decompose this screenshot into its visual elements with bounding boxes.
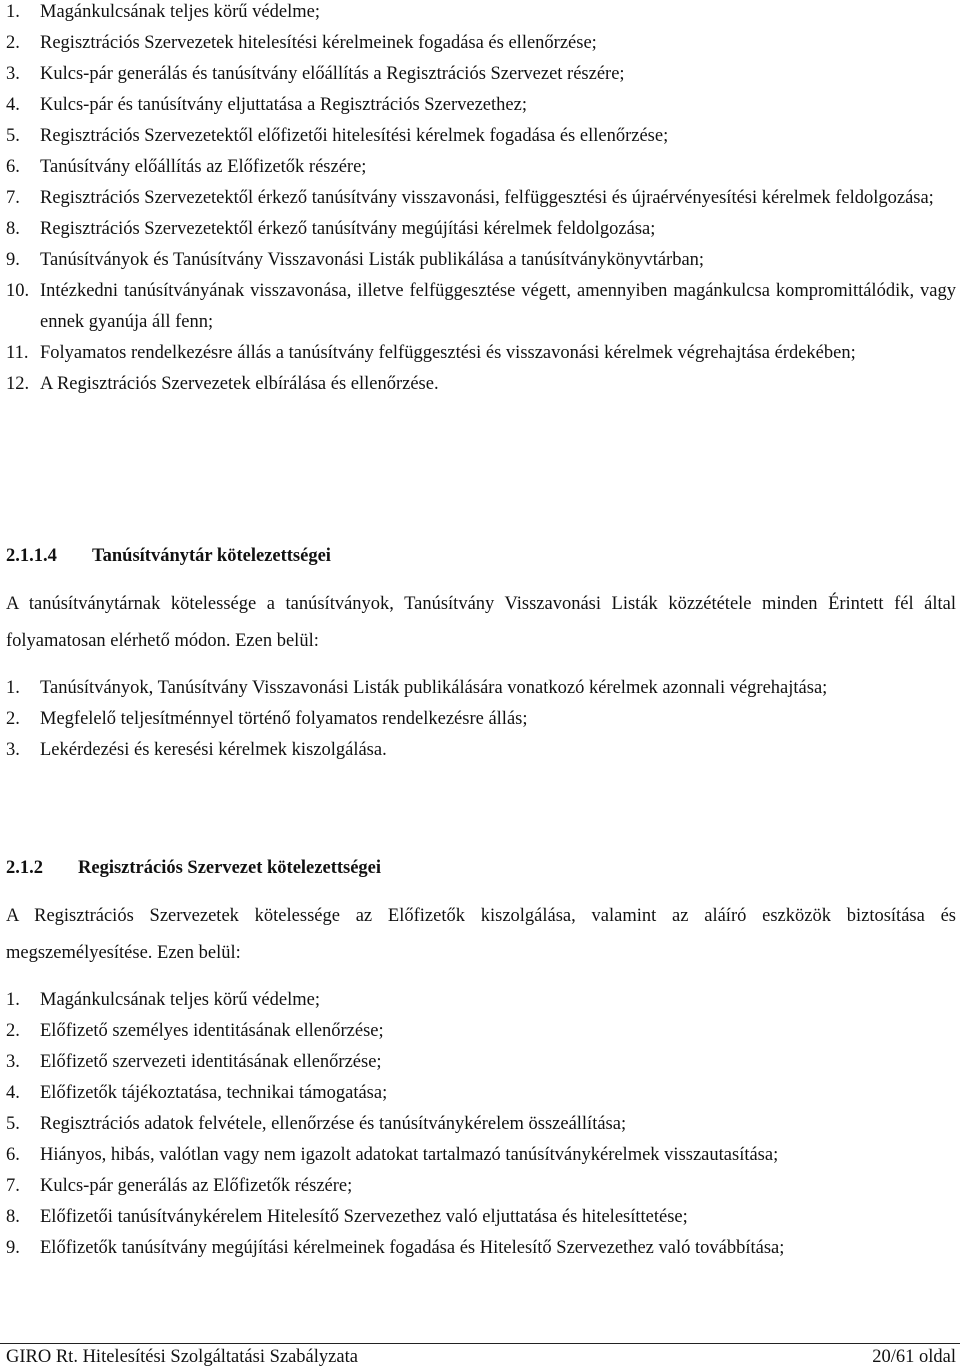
list-item-number: 2. <box>6 709 20 729</box>
section-number: 2.1.2 <box>6 858 43 878</box>
list-item-number: 1. <box>6 990 20 1010</box>
list-item-number: 8. <box>6 1207 20 1227</box>
footer-page-number: 20/61 oldal <box>872 1347 956 1367</box>
list-item-number: 1. <box>6 678 20 698</box>
list-item <box>6 673 956 704</box>
list-item <box>6 985 956 1016</box>
section-heading <box>6 546 331 567</box>
list-item <box>6 90 956 121</box>
list-item <box>6 338 956 369</box>
list-item <box>6 1047 956 1078</box>
list-item-number: 9. <box>6 250 20 270</box>
list-item-text: Megfelelő teljesítménnyel történő folyamatos rendelkezésre állás; <box>40 709 528 729</box>
section-title: Tanúsítványtár kötelezettségei <box>92 546 331 566</box>
list-item-text: Tanúsítványok, Tanúsítvány Visszavonási Listák publikálására vonatkozó kérelmek azonnali végrehajtása; <box>40 678 828 698</box>
list-item <box>6 59 956 90</box>
list-item <box>6 152 956 183</box>
list-item <box>6 1016 956 1047</box>
list-item-number: 7. <box>6 188 20 208</box>
list-item-text: Hiányos, hibás, valótlan vagy nem igazolt adatokat tartalmazó tanúsítványkérelmek visszautasítása; <box>40 1145 779 1165</box>
list-item-number: 3. <box>6 740 20 760</box>
list-item-text: Előfizető személyes identitásának ellenőrzése; <box>40 1021 384 1041</box>
list-item <box>6 1171 956 1202</box>
section-heading <box>6 858 381 879</box>
list-item-number: 4. <box>6 1083 20 1103</box>
list-item <box>6 1233 956 1264</box>
list-item <box>6 1109 956 1140</box>
footer-document-title: GIRO Rt. Hitelesítési Szolgáltatási Szabályzata <box>6 1347 358 1367</box>
obligations-list-2 <box>6 673 956 766</box>
list-item-number: 12. <box>6 374 30 394</box>
list-item-text: Előfizetői tanúsítványkérelem Hitelesítő Szervezethez való eljuttatása és hitelesíttetése; <box>40 1207 688 1227</box>
list-item-number: 7. <box>6 1176 20 1196</box>
list-item <box>6 735 956 766</box>
list-item-text: Előfizetők tanúsítvány megújítási kérelmeinek fogadása és Hitelesítő Szervezethez való továbbítása; <box>40 1238 785 1258</box>
list-item-text: A Regisztrációs Szervezetek elbírálása és ellenőrzése. <box>40 374 439 394</box>
list-item-number: 6. <box>6 1145 20 1165</box>
list-item <box>6 214 956 245</box>
list-item <box>6 1140 956 1171</box>
list-item <box>6 121 956 152</box>
list-item-number: 9. <box>6 1238 20 1258</box>
list-item-text: Intézkedni tanúsítványának visszavonása, illetve felfüggesztése végett, amennyiben magánkulcsa kompromittálódik, vagy ennek gyanúja áll fenn; <box>40 281 956 332</box>
list-item-text: Lekérdezési és keresési kérelmek kiszolgálása. <box>40 740 387 760</box>
list-item <box>6 1078 956 1109</box>
footer-divider <box>0 1343 960 1344</box>
list-item-number: 3. <box>6 1052 20 1072</box>
list-item <box>6 28 956 59</box>
list-item-text: Regisztrációs Szervezetektől előfizetői hitelesítési kérelmek fogadása és ellenőrzése; <box>40 126 669 146</box>
section-paragraph: A tanúsítványtárnak kötelessége a tanúsítványok, Tanúsítvány Visszavonási Listák közzététele minden Érintett fél által folyamatosan elérhető módon. Ezen belül: <box>6 594 956 651</box>
obligations-list-1 <box>6 0 956 400</box>
list-item-text: Kulcs-pár generálás és tanúsítvány előállítás a Regisztrációs Szervezet részére; <box>40 64 625 84</box>
list-item-number: 2. <box>6 33 20 53</box>
list-item <box>6 1202 956 1233</box>
list-item-number: 10. <box>6 281 30 301</box>
obligations-list-3 <box>6 985 956 1264</box>
list-item-number: 11. <box>6 343 29 363</box>
list-item-text: Tanúsítványok és Tanúsítvány Visszavonási Listák publikálása a tanúsítványkönyvtárban; <box>40 250 705 270</box>
list-item <box>6 704 956 735</box>
list-item-text: Folyamatos rendelkezésre állás a tanúsítvány felfüggesztési és visszavonási kérelmek végrehajtása érdekében; <box>40 343 856 363</box>
list-item <box>6 276 956 338</box>
list-item-text: Magánkulcsának teljes körű védelme; <box>40 2 320 22</box>
list-item-text: Kulcs-pár és tanúsítvány eljuttatása a Regisztrációs Szervezethez; <box>40 95 527 115</box>
list-item-number: 4. <box>6 95 20 115</box>
list-item <box>6 245 956 276</box>
list-item-text: Regisztrációs adatok felvétele, ellenőrzése és tanúsítványkérelem összeállítása; <box>40 1114 627 1134</box>
section-number: 2.1.1.4 <box>6 546 57 566</box>
list-item <box>6 0 956 28</box>
list-item-text: Kulcs-pár generálás az Előfizetők részére; <box>40 1176 353 1196</box>
list-item-number: 6. <box>6 157 20 177</box>
list-item-text: Előfizetők tájékoztatása, technikai támogatása; <box>40 1083 388 1103</box>
list-item-number: 5. <box>6 1114 20 1134</box>
list-item-text: Regisztrációs Szervezetek hitelesítési kérelmeinek fogadása és ellenőrzése; <box>40 33 597 53</box>
list-item-text: Tanúsítvány előállítás az Előfizetők részére; <box>40 157 367 177</box>
list-item-text: Magánkulcsának teljes körű védelme; <box>40 990 320 1010</box>
list-item <box>6 369 956 400</box>
list-item-text: Regisztrációs Szervezetektől érkező tanúsítvány visszavonási, felfüggesztési és újraérvényesítési kérelmek feldolgozása; <box>40 188 934 208</box>
section-paragraph: A Regisztrációs Szervezetek kötelessége az Előfizetők kiszolgálása, valamint az aláíró eszközök biztosítása és megszemélyesítése. Ezen belül: <box>6 906 956 963</box>
list-item <box>6 183 956 214</box>
list-item-number: 3. <box>6 64 20 84</box>
list-item-number: 8. <box>6 219 20 239</box>
section-title: Regisztrációs Szervezet kötelezettségei <box>78 858 382 878</box>
list-item-text: Regisztrációs Szervezetektől érkező tanúsítvány megújítási kérelmek feldolgozása; <box>40 219 656 239</box>
list-item-number: 5. <box>6 126 20 146</box>
list-item-text: Előfizető szervezeti identitásának ellenőrzése; <box>40 1052 382 1072</box>
list-item-number: 2. <box>6 1021 20 1041</box>
list-item-number: 1. <box>6 2 20 22</box>
